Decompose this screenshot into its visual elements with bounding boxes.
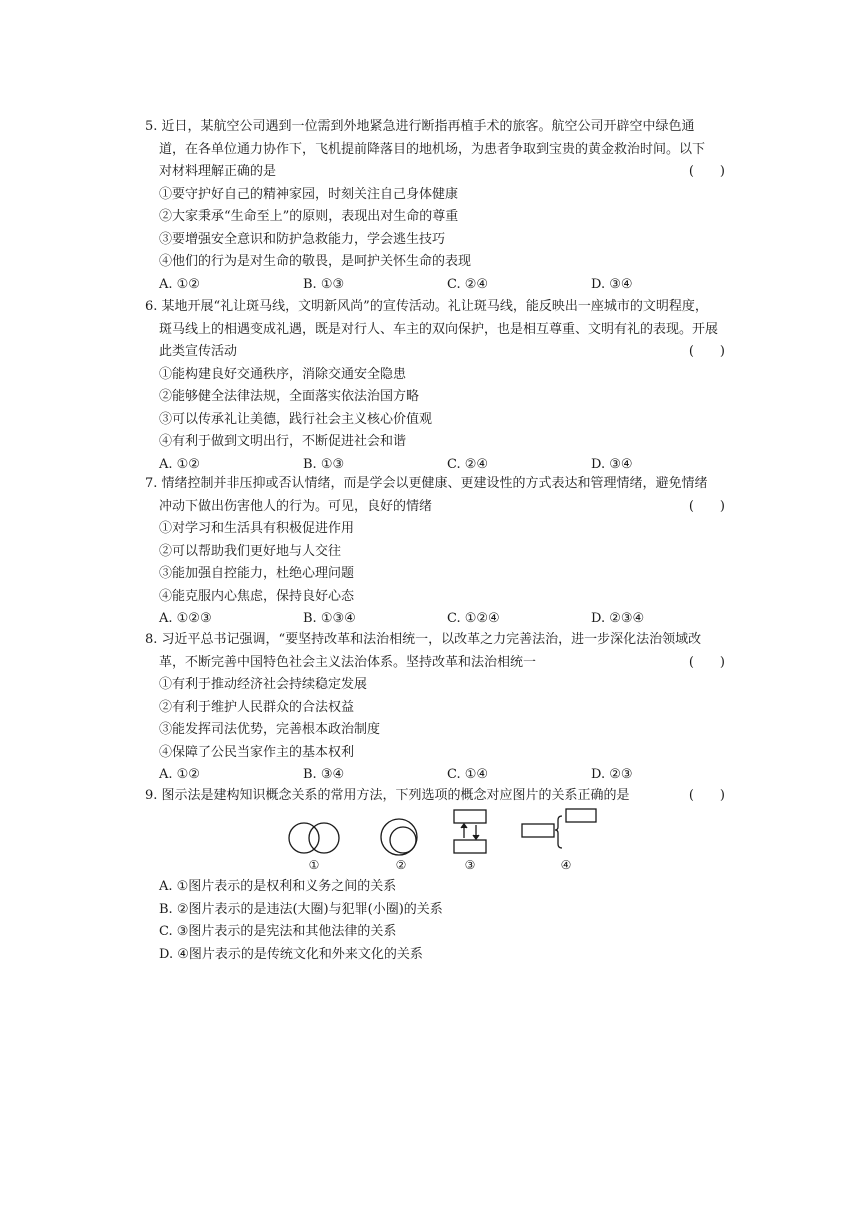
q8-option-4: ④保障了公民当家作主的基本权利	[159, 744, 355, 760]
diagram-label-3: ③	[464, 858, 476, 872]
q6-option-2: ②能够健全法律法规，全面落实依法治国方略	[159, 389, 420, 404]
q8-choice-c: C. ①④	[447, 767, 489, 782]
q8-choice-a: A. ①②	[159, 767, 200, 782]
question-6	[145, 296, 725, 476]
q6-option-1: ①能构建良好交通秩序，消除交通安全隐患	[159, 366, 407, 382]
answer-blank: ( )	[688, 344, 725, 359]
bracket-boxes-figure	[522, 809, 596, 848]
diagram-label-4: ④	[560, 858, 572, 872]
q9-option-c: C. ③图片表示的是宪法和其他法律的关系	[159, 924, 397, 939]
answer-blank: ( )	[688, 788, 725, 803]
q6-stem-line-2: 斑马线上的相遇变成礼遇，既是对行人、车主的双向保护，也是相互尊重、文明有礼的表现。开展	[159, 321, 719, 337]
question-9	[145, 785, 725, 808]
q6-stem-line-1: 6. 某地开展“礼让斑马线，文明新风尚”的宣传活动。礼让斑马线，能反映出一座城市的文明程度，	[145, 299, 708, 314]
q7-choice-c: C. ①②④	[447, 611, 500, 626]
q9-option-a: A. ①图片表示的是权利和义务之间的关系	[159, 879, 397, 894]
answer-blank: ( )	[688, 164, 725, 179]
q7-option-4: ④能克服内心焦虑，保持良好心态	[159, 588, 355, 604]
q8-choice-b: B. ③④	[303, 767, 345, 782]
q7-stem-line-1: 7. 情绪控制并非压抑或否认情绪，而是学会以更健康、更建设性的方式表达和管理情绪，避免情绪	[145, 476, 708, 491]
q7-choices	[145, 608, 725, 631]
q9-stem-wrap	[145, 785, 725, 808]
q8-option-1: ①有利于推动经济社会持续稳定发展	[159, 677, 368, 692]
q5-choice-b: B. ①③	[303, 276, 345, 292]
diagram-label-1: ①	[308, 858, 320, 872]
boxes-with-arrows-figure	[454, 810, 486, 853]
q5-stem-line-1: 5. 近日，某航空公司遇到一位需到外地紧急进行断指再植手术的旅客。航空公司开辟空中绿色通	[145, 119, 695, 134]
q7-stem-line-2: 冲动下做出伤害他人的行为。可见，良好的情绪	[159, 498, 433, 514]
q5-choice-d: D. ③④	[591, 276, 633, 292]
question-8	[145, 629, 725, 787]
q7-option-2: ②可以帮助我们更好地与人交往	[159, 543, 342, 559]
q9-option-b: B. ②图片表示的是违法(大圈)与犯罪(小圈)的关系	[159, 901, 443, 917]
q8-choice-d: D. ②③	[591, 767, 633, 782]
q9-option-d: D. ④图片表示的是传统文化和外来文化的关系	[159, 946, 423, 962]
q8-stem-line-1: 8. 习近平总书记强调，“要坚持改革和法治相统一，以改革之力完善法治，进一步深化法治领域改	[145, 632, 702, 647]
question-7	[145, 473, 725, 631]
diagram-label-2: ②	[395, 858, 407, 872]
q6-choice-b: B. ①③	[303, 456, 345, 472]
q6-option-4: ④有利于做到文明出行，不断促进社会和谐	[159, 434, 407, 449]
question-5	[145, 116, 725, 296]
q9-stem: 9. 图示法是建构知识概念关系的常用方法，下列选项的概念对应图片的关系正确的是	[145, 788, 630, 803]
q5-choice-c: C. ②④	[447, 276, 489, 292]
q7-option-1: ①对学习和生活具有积极促进作用	[159, 521, 355, 536]
q5-choice-a: A. ①②	[159, 276, 200, 292]
q5-option-4: ④他们的行为是对生命的敬畏，是呵护关怀生命的表现	[159, 254, 472, 269]
q6-choice-a: A. ①②	[159, 456, 200, 472]
q5-stem-line-3: 对材料理解正确的是	[159, 164, 277, 179]
q8-option-3: ③能发挥司法优势，完善根本政治制度	[159, 722, 381, 737]
q7-choice-a: A. ①②③	[159, 611, 212, 626]
answer-blank: ( )	[688, 498, 725, 514]
q5-option-2: ②大家秉承“生命至上”的原则，表现出对生命的尊重	[159, 209, 459, 224]
question-9-options	[145, 876, 725, 966]
q7-choice-d: D. ②③④	[591, 611, 645, 626]
q8-stem-line-2: 革，不断完善中国特色社会主义法治体系。坚持改革和法治相统一	[159, 654, 537, 670]
q7-stem-line-2-wrap	[145, 496, 725, 519]
nested-circles-figure	[381, 819, 417, 855]
q7-option-3: ③能加强自控能力，杜绝心理问题	[159, 566, 355, 581]
q6-stem-line-3: 此类宣传活动	[159, 344, 238, 359]
q5-choices	[145, 274, 725, 297]
q8-stem-line-2-wrap	[145, 652, 725, 675]
q7-choice-b: B. ①③④	[303, 611, 356, 626]
q8-choices	[145, 764, 725, 787]
diagram-figures	[280, 806, 610, 858]
q8-option-2: ②有利于维护人民群众的合法权益	[159, 699, 355, 715]
q5-stem-line-3-wrap	[145, 161, 725, 184]
q5-option-3: ③要增强安全意识和防护急救能力，学会逃生技巧	[159, 231, 446, 247]
q5-option-1: ①要守护好自己的精神家园，时刻关注自己身体健康	[159, 186, 459, 202]
q5-stem-line-2: 道，在各单位通力协作下，飞机提前降落目的地机场，为患者争取到宝贵的黄金救治时间。以下	[159, 141, 706, 157]
relationship-diagrams	[280, 806, 610, 876]
q6-stem-line-3-wrap	[145, 341, 725, 364]
overlapping-circles-figure	[289, 823, 339, 853]
q6-option-3: ③可以传承礼让美德，践行社会主义核心价值观	[159, 411, 433, 427]
q6-choice-c: C. ②④	[447, 456, 489, 472]
q6-choice-d: D. ③④	[591, 456, 633, 472]
answer-blank: ( )	[688, 654, 725, 670]
